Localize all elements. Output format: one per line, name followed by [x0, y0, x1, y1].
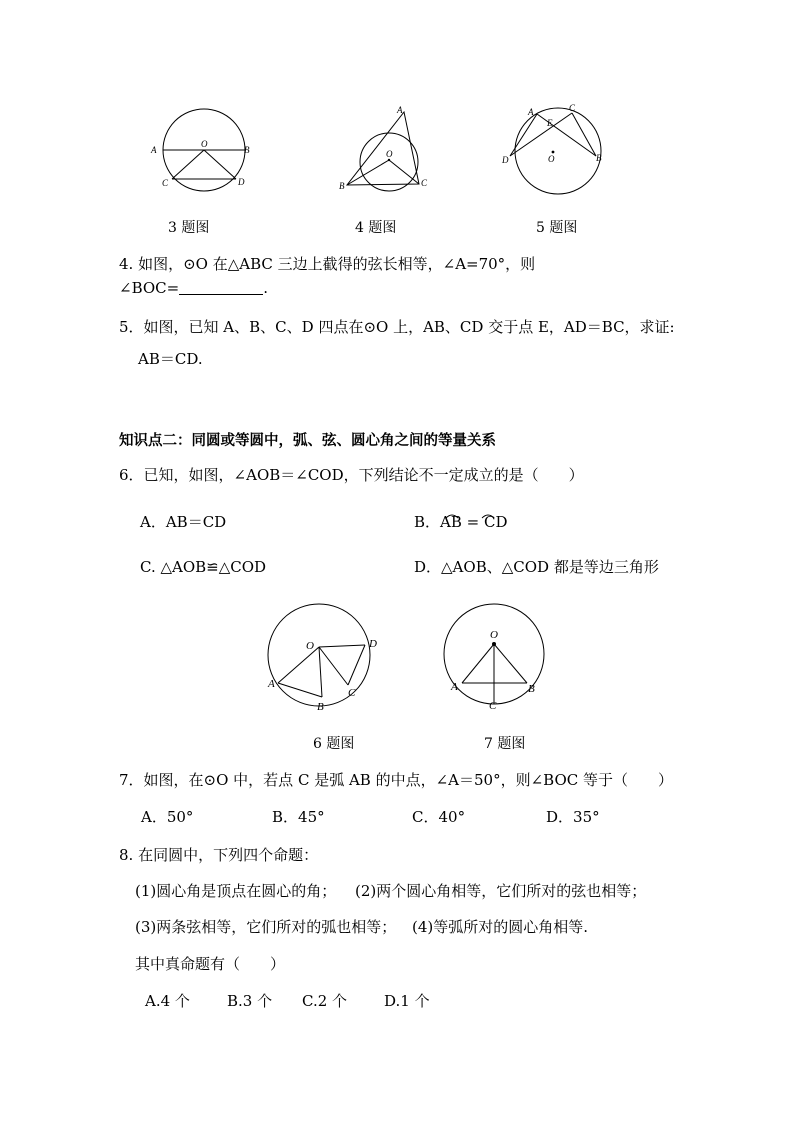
fig3-label-a: A [151, 145, 157, 155]
fig3-label-o: O [201, 139, 208, 149]
q8-question: 其中真命题有（ ） [135, 955, 286, 973]
fig6-label-d: D [369, 638, 377, 650]
fig7-label-a: A [451, 681, 458, 693]
q7-option-a[interactable]: A．50° [141, 808, 194, 826]
q5-line2: AB＝CD. [138, 350, 203, 368]
fig4-caption: 4 题图 [355, 220, 397, 236]
q7-stem: 7．如图，在⊙O 中，若点 C 是弧 AB 的中点，∠A＝50°，则∠BOC 等于（ ） [119, 771, 673, 789]
fig6-label-o: O [306, 640, 314, 652]
fig6-label-c: C [348, 687, 356, 699]
q8-option-c[interactable]: C.2 个 [302, 992, 348, 1010]
section2-title: 知识点二：同圆或等圆中，弧、弦、圆心角之间的等量关系 [119, 433, 496, 449]
q6-option-d[interactable]: D．△AOB、△COD 都是等边三角形 [414, 558, 659, 576]
q6-option-b-arc-marks [440, 511, 520, 521]
fig5-label-b: B [596, 153, 602, 163]
q8-option-a[interactable]: A.4 个 [145, 992, 190, 1010]
q8-option-b[interactable]: B.3 个 [227, 992, 273, 1010]
q5-line1: 5．如图，已知 A、B、C、D 四点在⊙O 上，AB、CD 交于点 E，AD＝BC，求证: [119, 318, 675, 336]
fig4-label-c: C [421, 178, 428, 188]
fig6-label-a: A [268, 678, 275, 690]
fig5-label-d: D [502, 155, 509, 165]
fig6-label-b: B [317, 701, 324, 713]
fig7-label-c: C [489, 700, 497, 712]
fig7-label-b: B [528, 683, 535, 695]
q4-line2 [119, 279, 268, 297]
q7-option-c[interactable]: C．40° [412, 808, 466, 826]
fig3-label-c: C [162, 178, 169, 188]
fig3-caption: 3 题图 [168, 220, 210, 236]
q8-proposition-3: (3)两条弦相等，它们所对的弧也相等； [135, 918, 397, 936]
figure-5 [510, 108, 601, 194]
q8-stem: 8. 在同圆中，下列四个命题： [119, 846, 319, 864]
q6-option-a[interactable]: A．AB＝CD [140, 513, 227, 531]
top-figures [0, 0, 794, 210]
fig6-caption: 6 题图 [313, 736, 355, 752]
q6-option-b[interactable]: B．AB = CD [414, 513, 508, 531]
fig3-label-d: D [238, 177, 245, 187]
fig7-caption: 7 题图 [484, 736, 526, 752]
mid-figures [0, 590, 794, 725]
fig7-label-o: O [490, 629, 498, 641]
q7-option-d[interactable]: D．35° [546, 808, 600, 826]
fig5-caption: 5 题图 [536, 220, 578, 236]
fig3-label-b: B [244, 145, 250, 155]
figure-3 [163, 109, 245, 191]
q8-proposition-1: (1)圆心角是顶点在圆心的角； [135, 882, 337, 900]
fig4-label-o: O [386, 149, 393, 159]
q8-proposition-4: (4)等弧所对的圆心角相等. [412, 918, 589, 936]
q4-answer-blank[interactable] [179, 280, 263, 295]
fig5-label-o: O [548, 154, 555, 164]
fig4-label-a: A [397, 105, 403, 115]
q4-line2-prefix: ∠BOC= [119, 279, 180, 297]
q8-option-d[interactable]: D.1 个 [384, 992, 430, 1010]
q6-stem: 6．已知，如图，∠AOB＝∠COD，下列结论不一定成立的是（ ） [119, 466, 584, 484]
fig4-label-b: B [339, 181, 345, 191]
q4-line2-suffix: . [263, 279, 268, 297]
q4-line1: 4. 如图，⊙O 在△ABC 三边上截得的弦长相等，∠A=70°，则 [119, 255, 536, 273]
q6-option-c[interactable]: C. △AOB≌△COD [140, 558, 267, 576]
figure-4 [347, 112, 419, 191]
q8-proposition-2: (2)两个圆心角相等，它们所对的弦也相等； [355, 882, 647, 900]
fig5-label-e: E [547, 118, 553, 128]
fig5-label-a: A [528, 107, 534, 117]
q7-option-b[interactable]: B．45° [272, 808, 325, 826]
fig5-label-c: C [569, 103, 576, 113]
